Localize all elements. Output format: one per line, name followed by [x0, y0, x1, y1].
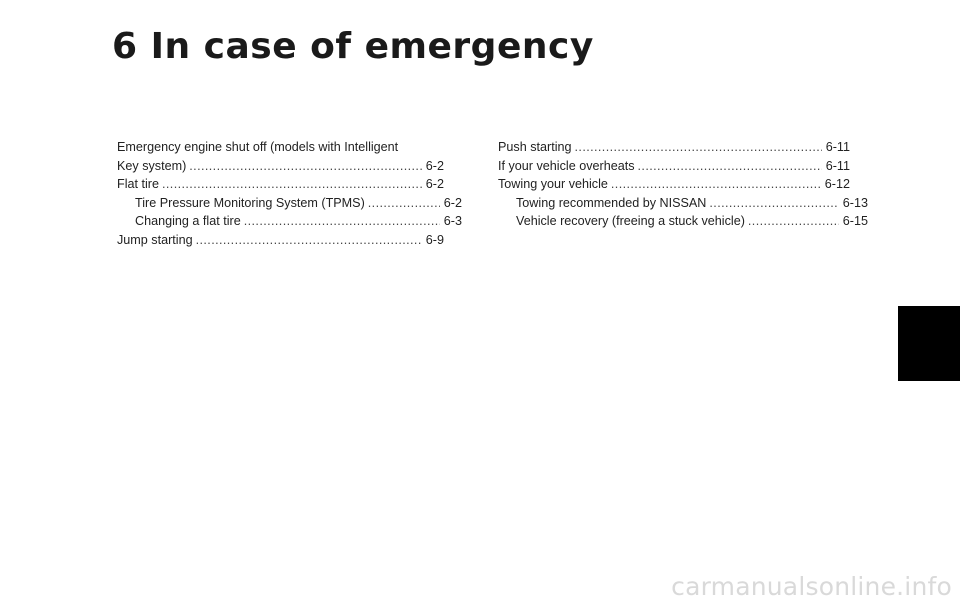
dot-leader [189, 157, 422, 176]
dot-leader [709, 194, 838, 213]
watermark: carmanualsonline.info [671, 572, 952, 601]
toc-entry-label: Emergency engine shut off (models with Intelligent [117, 140, 399, 154]
toc-entry-label: Tire Pressure Monitoring System (TPMS) [135, 195, 365, 210]
toc-entry-flat-tire[interactable] [117, 175, 444, 194]
toc-entry-label: Jump starting [117, 232, 193, 247]
toc-page-number: 6-15 [842, 214, 868, 229]
toc-entry-label: Changing a flat tire [135, 214, 241, 229]
toc-entry-vehicle-recovery[interactable] [498, 212, 868, 231]
toc-entry-changing-flat-tire[interactable] [117, 212, 462, 231]
toc-entry-towing-vehicle[interactable] [498, 175, 850, 194]
toc-entry-label: Towing your vehicle [498, 177, 608, 192]
toc-entry-engine-shut-off[interactable] [117, 138, 444, 175]
toc-entry-label: Key system) [117, 158, 187, 173]
dot-leader [575, 138, 822, 157]
toc-page-number: 6-11 [825, 158, 850, 173]
dot-leader [748, 212, 839, 231]
toc-page-number: 6-9 [425, 232, 444, 247]
toc-column-right [498, 138, 868, 231]
toc-page-number: 6-2 [443, 195, 462, 210]
dot-leader [196, 231, 422, 250]
dot-leader [162, 175, 422, 194]
toc-page-number: 6-11 [825, 140, 850, 154]
dot-leader [638, 157, 822, 176]
dot-leader [244, 212, 440, 231]
toc-page-number: 6-12 [824, 177, 850, 192]
toc-entry-tpms[interactable] [117, 194, 462, 213]
toc-entry-label: Flat tire [117, 177, 159, 192]
toc-entry-label: Vehicle recovery (freeing a stuck vehicle) [516, 214, 745, 229]
toc-entry-label: Push starting [498, 140, 572, 154]
toc-entry-towing-nissan[interactable] [498, 194, 868, 213]
dot-leader [368, 194, 440, 213]
toc-entry-push-starting[interactable] [498, 138, 850, 157]
chapter-thumb-tab [898, 306, 960, 381]
toc-entry-label: Towing recommended by NISSAN [516, 195, 707, 210]
chapter-title: 6 In case of emergency [112, 26, 594, 67]
toc-page-number: 6-13 [842, 195, 868, 210]
toc-entry-label: If your vehicle overheats [498, 158, 635, 173]
toc-column-left [117, 138, 462, 250]
toc-page-number: 6-3 [443, 214, 462, 229]
dot-leader [611, 175, 821, 194]
toc-page-number: 6-2 [425, 177, 444, 192]
toc-entry-overheats[interactable] [498, 157, 850, 176]
toc-entry-jump-starting[interactable] [117, 231, 444, 250]
toc-page-number: 6-2 [425, 158, 444, 173]
